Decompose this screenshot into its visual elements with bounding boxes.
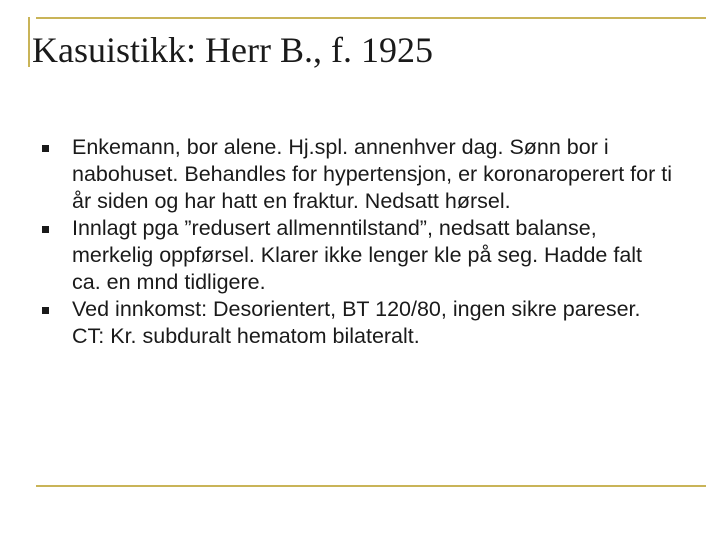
bullet-text: Innlagt pga ”redusert allmenntilstand”, nedsatt balanse, merkelig oppførsel. Klarer ikke lenger kle på seg. Hadde falt ca. en mnd tidligere. (72, 216, 643, 294)
bullet-item (36, 296, 676, 350)
square-bullet-icon (42, 145, 49, 152)
bullet-text: Enkemann, bor alene. Hj.spl. annenhver dag. Sønn bor i nabohuset. Behandles for hypertensjon, er koronaroperert for ti år siden og har hatt en fraktur. Nedsatt hørsel. (72, 135, 672, 213)
bottom-divider-line (36, 485, 706, 487)
bullet-text: Ved innkomst: Desorientert, BT 120/80, ingen sikre pareser. CT: Kr. subduralt hematom bilateralt. (72, 297, 641, 348)
bullet-list (36, 134, 676, 350)
bullet-item (36, 134, 676, 215)
slide-title: Kasuistikk: Herr B., f. 1925 (32, 30, 433, 70)
square-bullet-icon (42, 226, 49, 233)
square-bullet-icon (42, 307, 49, 314)
left-accent-line (28, 17, 30, 67)
bullet-item (36, 215, 676, 296)
top-divider-line (36, 17, 706, 19)
